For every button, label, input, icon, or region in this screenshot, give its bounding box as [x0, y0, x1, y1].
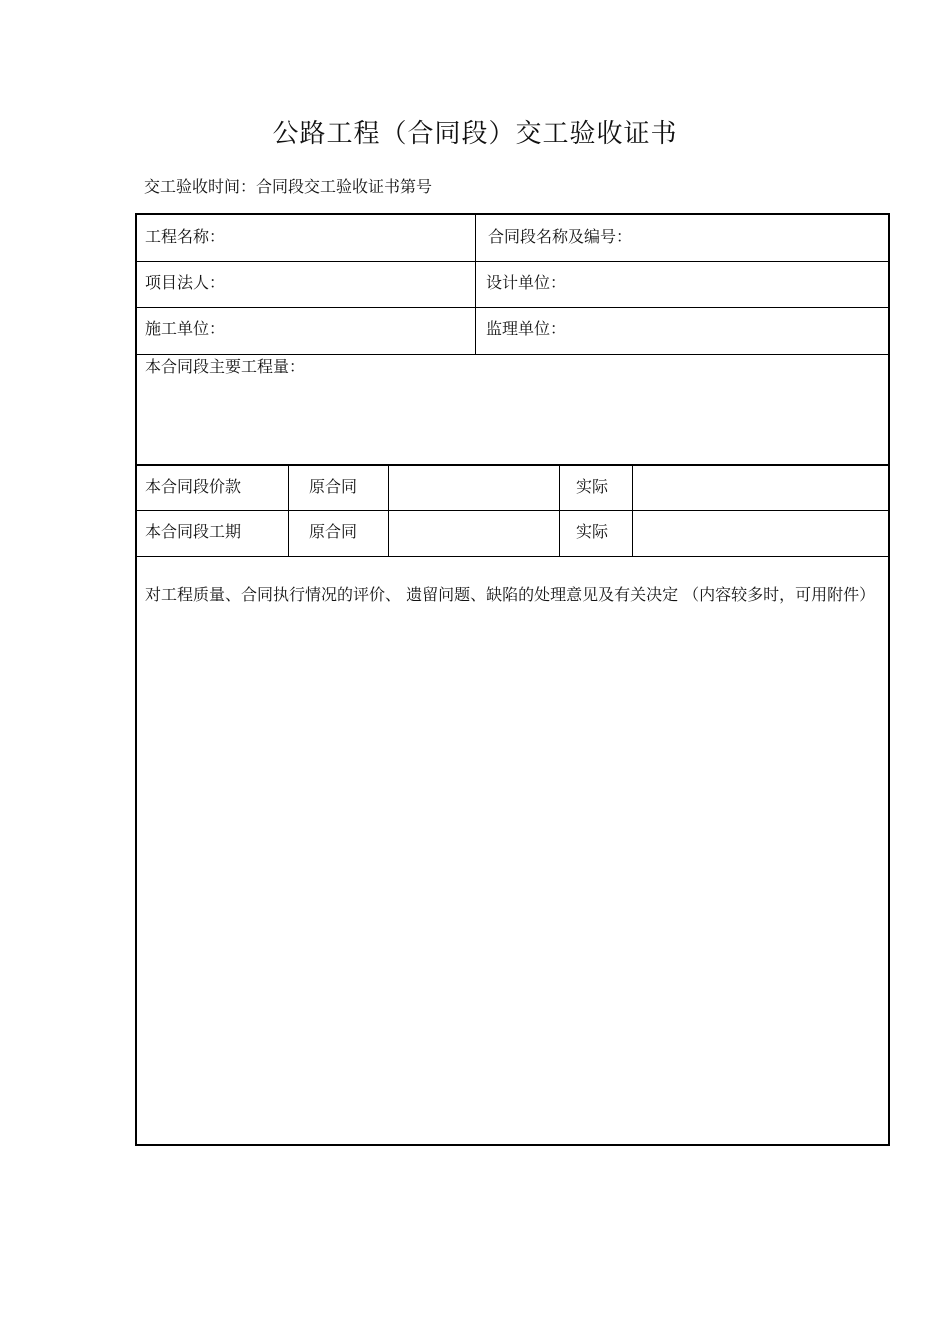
- column-divider: [632, 464, 633, 556]
- evaluation-label: 对工程质量、合同执行情况的评价、 遗留问题、缺陷的处理意见及有关决定 （内容较多时，可用附件）: [145, 585, 876, 604]
- contractor-label: 施工单位：: [145, 319, 226, 338]
- row-divider: [137, 261, 888, 262]
- column-divider: [288, 464, 289, 556]
- section-name-label: 合同段名称及编号：: [488, 227, 633, 246]
- certificate-form: [135, 213, 890, 1146]
- price-original-label: 原合同: [309, 477, 358, 496]
- designer-label: 设计单位：: [486, 273, 567, 292]
- project-name-label: 工程名称：: [145, 227, 226, 246]
- row-divider: [137, 510, 888, 511]
- price-label: 本合同段价款: [145, 477, 242, 496]
- row-divider: [137, 464, 888, 466]
- column-divider: [388, 464, 389, 556]
- page-title: 公路工程（合同段）交工验收证书: [272, 119, 678, 149]
- row-divider: [137, 556, 888, 557]
- price-actual-label: 实际: [576, 477, 609, 496]
- period-label: 本合同段工期: [145, 522, 242, 541]
- supervisor-label: 监理单位：: [486, 319, 567, 338]
- period-original-label: 原合同: [309, 522, 358, 541]
- column-divider: [559, 464, 560, 556]
- acceptance-time-line: 交工验收时间：合同段交工验收证书第号: [144, 177, 433, 196]
- column-divider: [475, 215, 476, 354]
- row-divider: [137, 307, 888, 308]
- owner-label: 项目法人：: [145, 273, 226, 292]
- main-quantities-label: 本合同段主要工程量：: [145, 357, 306, 376]
- period-actual-label: 实际: [576, 522, 609, 541]
- row-divider: [137, 354, 888, 355]
